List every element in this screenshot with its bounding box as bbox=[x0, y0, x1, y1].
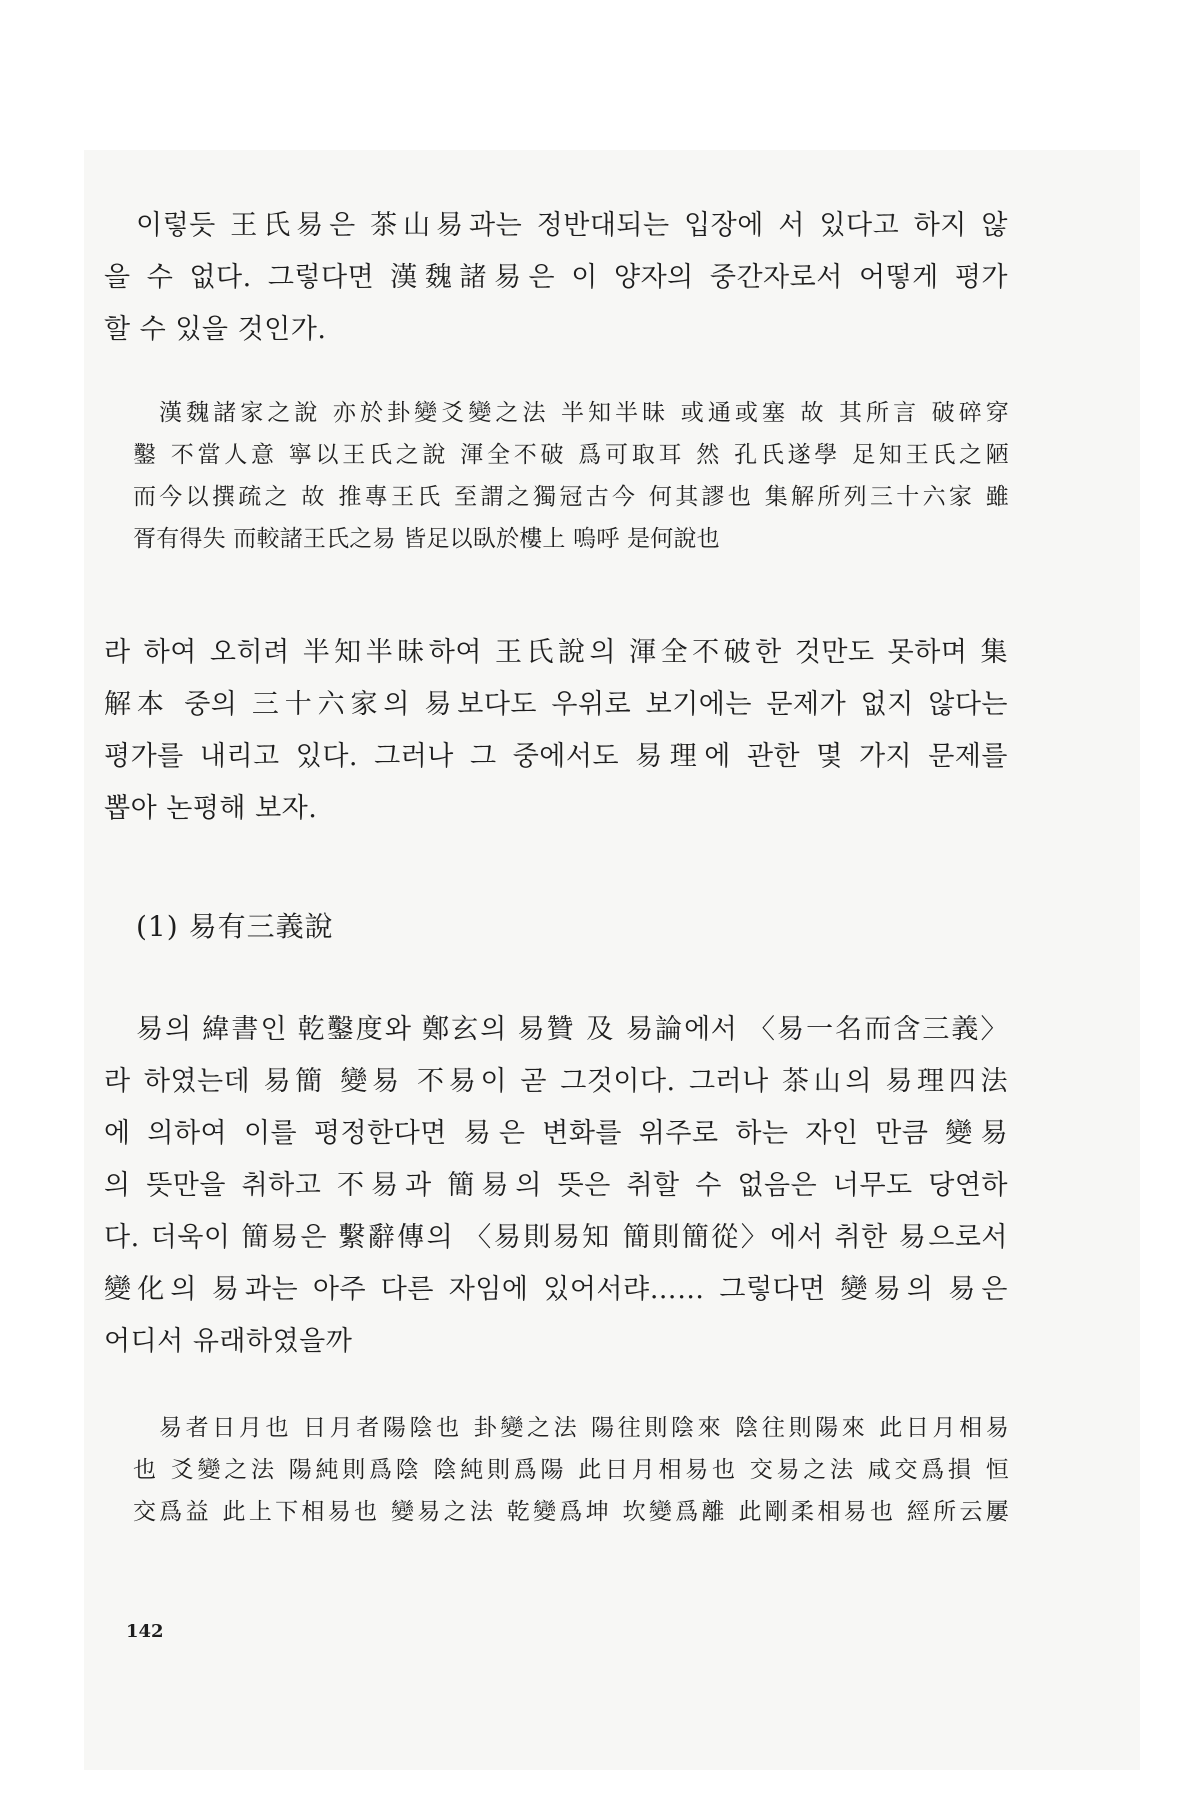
quotation-line: 也 爻變之法 陽純則爲陰 陰純則爲陽 此日月相易也 交易之法 咸交爲損 恒 bbox=[133, 1457, 1009, 1483]
quotation-2 bbox=[133, 1407, 1009, 1533]
quotation-line: 交爲益 此上下相易也 變易之法 乾變爲坤 坎變爲離 此剛柔相易也 經所云屢 bbox=[133, 1499, 1009, 1525]
paragraph-line: 을 수 없다. 그렇다면 漢魏諸易은 이 양자의 중간자로서 어떻게 평가 bbox=[104, 262, 1008, 293]
quotation-1 bbox=[133, 392, 1009, 560]
quotation-line: 漢魏諸家之說 亦於卦變爻變之法 半知半昧 或通或塞 故 其所言 破碎穿 bbox=[159, 400, 1009, 426]
paragraph-line: 어디서 유래하였을까 bbox=[104, 1326, 353, 1357]
paragraph-line: 뽑아 논평해 보자. bbox=[104, 793, 318, 824]
paragraph-line: 에 의하여 이를 평정한다면 易은 변화를 위주로 하는 자인 만큼 變易 bbox=[104, 1118, 1008, 1149]
paragraph-line: 易의 緯書인 乾鑿度와 鄭玄의 易贊 及 易論에서 〈易一名而含三義〉 bbox=[136, 1014, 1008, 1045]
section-heading: (1) 易有三義說 bbox=[136, 910, 334, 943]
page-number: 142 bbox=[126, 1621, 164, 1642]
paragraph-line: 이렇듯 王氏易은 茶山易과는 정반대되는 입장에 서 있다고 하지 않 bbox=[136, 210, 1008, 241]
paragraph-line: 라 하였는데 易簡 變易 不易이 곧 그것이다. 그러나 茶山의 易理四法 bbox=[104, 1066, 1008, 1097]
paragraph-1 bbox=[104, 200, 1008, 356]
paragraph-line: 할 수 있을 것인가. bbox=[104, 314, 327, 345]
quotation-line: 易者日月也 日月者陽陰也 卦變之法 陽往則陰來 陰往則陽來 此日月相易 bbox=[159, 1415, 1009, 1441]
paragraph-line: 평가를 내리고 있다. 그러나 그 중에서도 易理에 관한 몇 가지 문제를 bbox=[104, 741, 1008, 772]
paragraph-2 bbox=[104, 627, 1008, 835]
quotation-line: 而今以撰疏之 故 推專王氏 至謂之獨冠古今 何其謬也 集解所列三十六家 雖 bbox=[133, 484, 1009, 510]
paragraph-line: 다. 더욱이 簡易은 繫辭傳의 〈易則易知 簡則簡從〉에서 취한 易으로서 bbox=[104, 1222, 1008, 1253]
paragraph-line: 의 뜻만을 취하고 不易과 簡易의 뜻은 취할 수 없음은 너무도 당연하 bbox=[104, 1170, 1008, 1201]
paragraph-3 bbox=[104, 1004, 1008, 1368]
quotation-line: 鑿 不當人意 寧以王氏之說 渾全不破 爲可取耳 然 孔氏遂學 足知王氏之陋 bbox=[133, 442, 1009, 468]
paragraph-line: 라 하여 오히려 半知半昧하여 王氏說의 渾全不破한 것만도 못하며 集 bbox=[104, 637, 1008, 668]
quotation-line: 胥有得失 而較諸王氏之易 皆足以臥於樓上 嗚呼 是何說也 bbox=[133, 526, 720, 552]
paragraph-line: 解本 중의 三十六家의 易보다도 우위로 보기에는 문제가 없지 않다는 bbox=[104, 689, 1008, 720]
paragraph-line: 變化의 易과는 아주 다른 자임에 있어서랴…… 그렇다면 變易의 易은 bbox=[104, 1274, 1008, 1305]
